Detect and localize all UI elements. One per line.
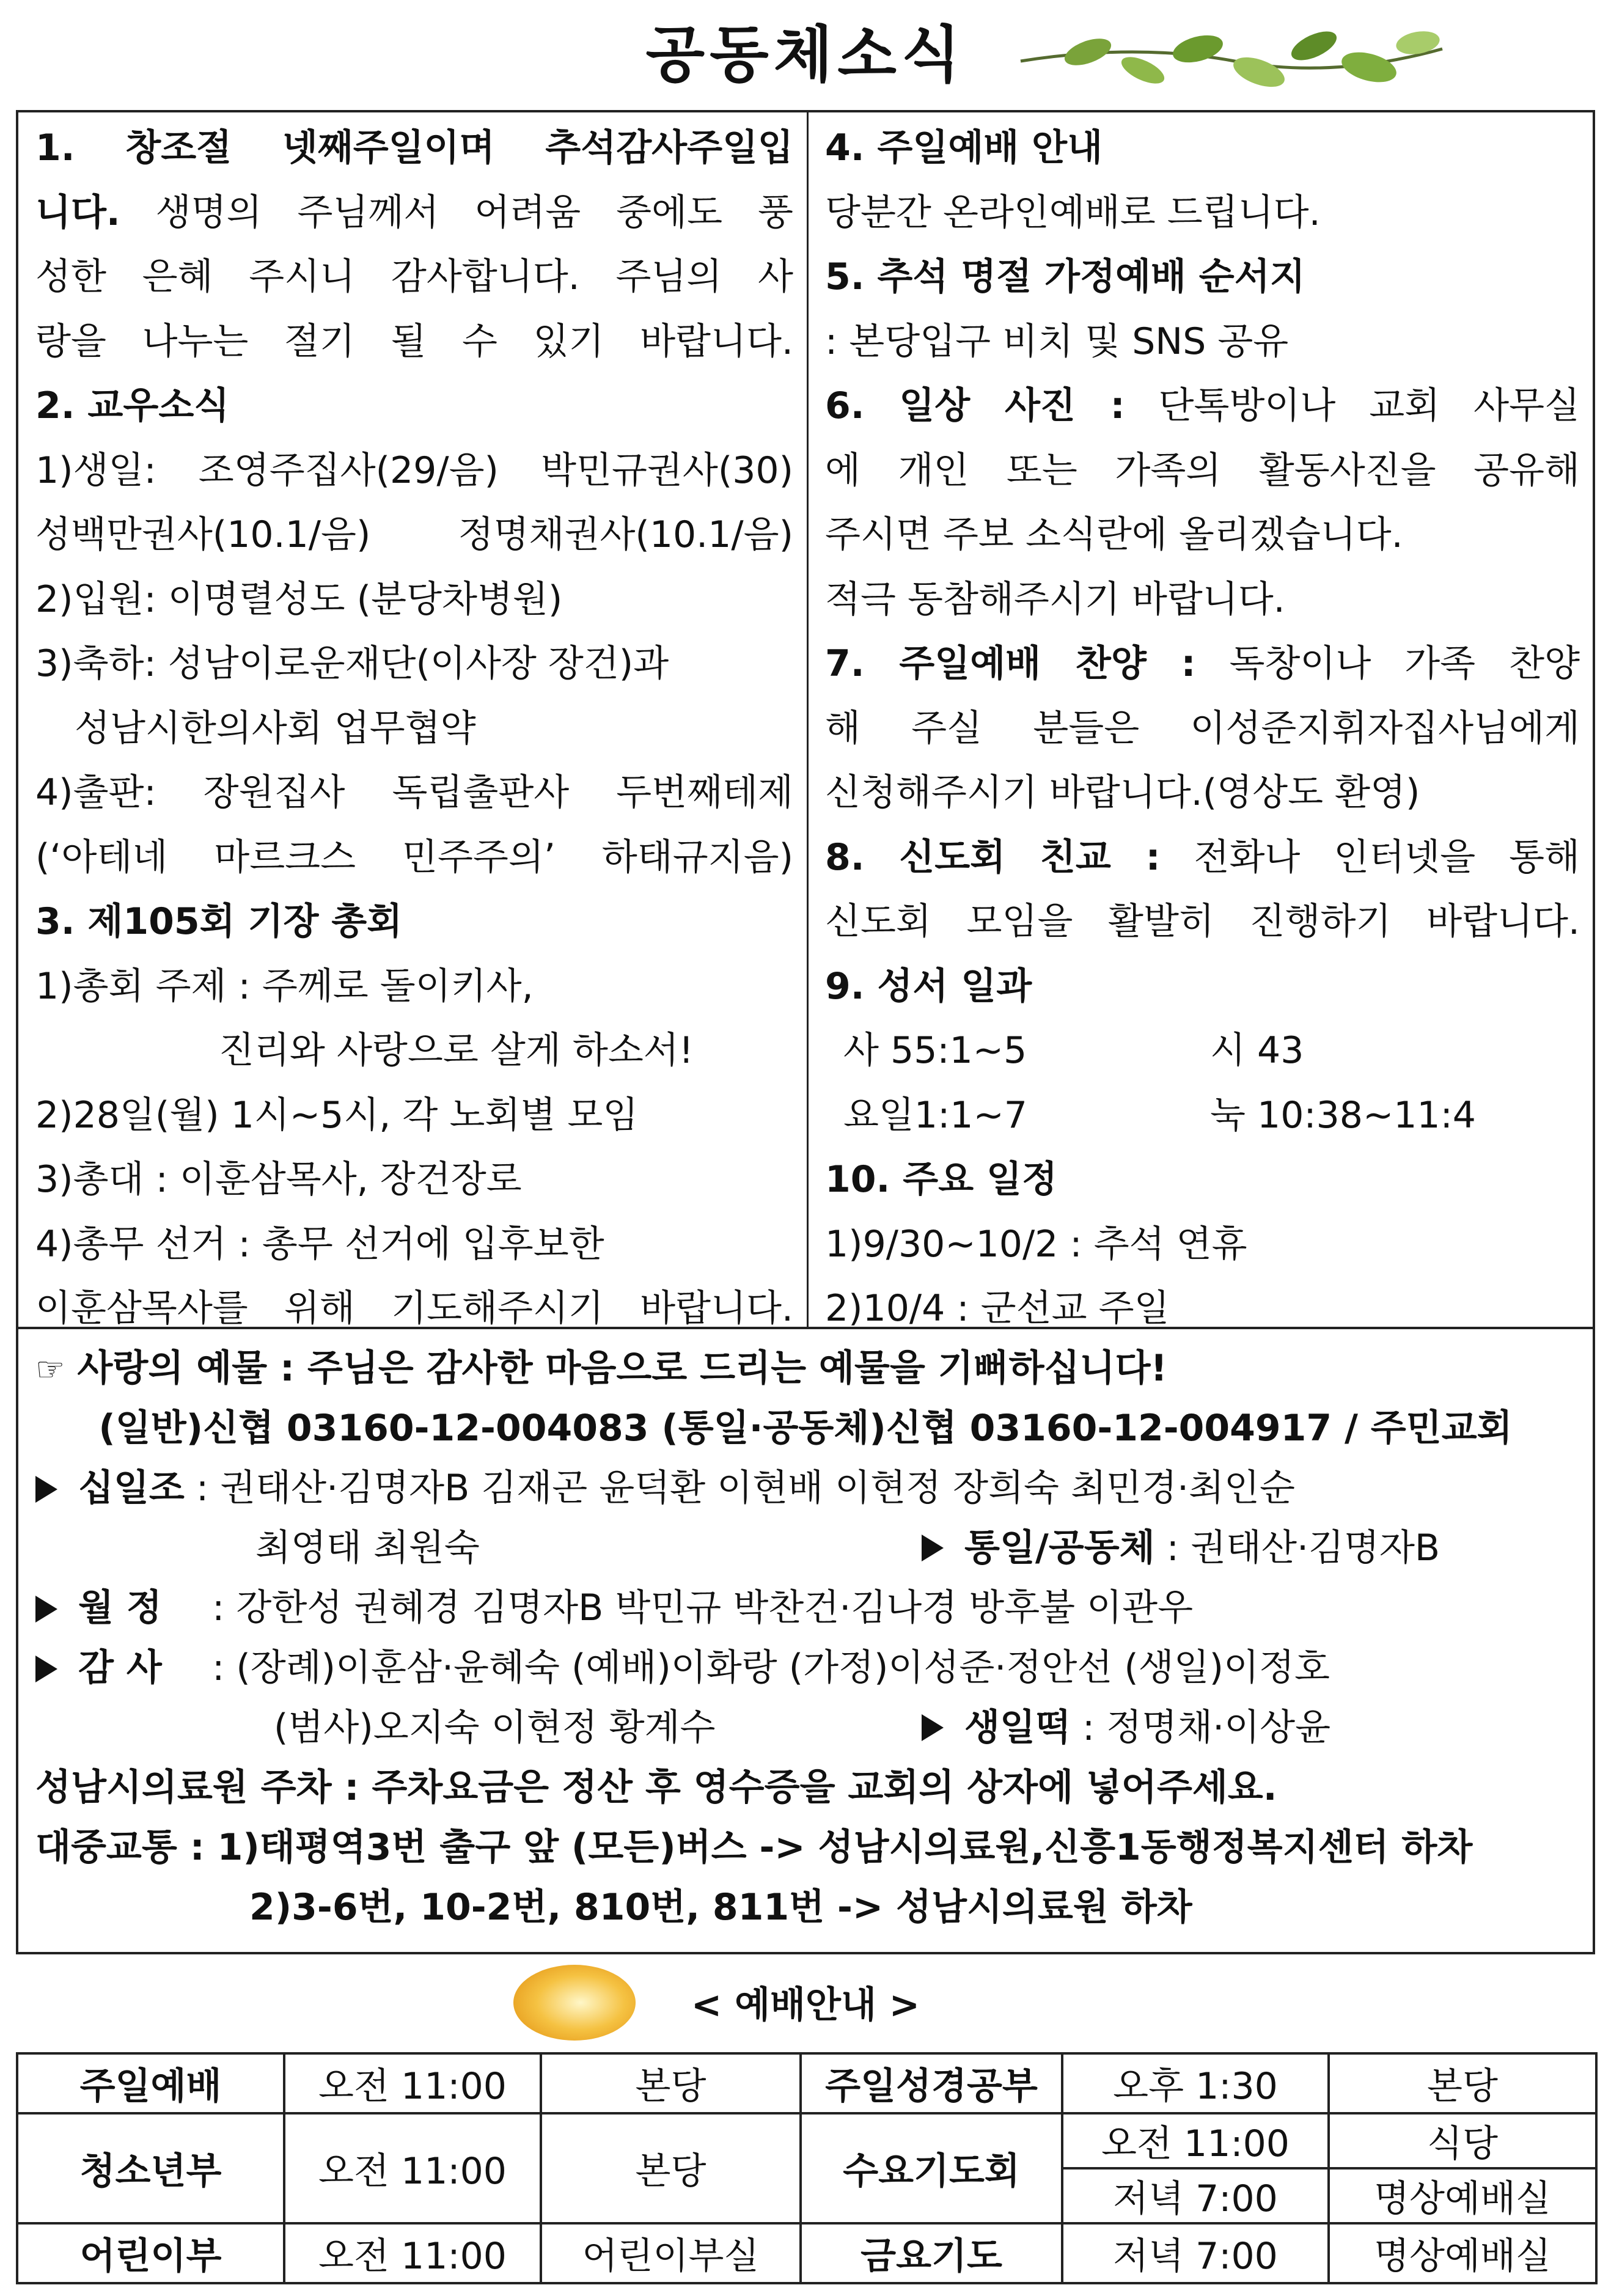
monthly-row: 월 정 : 강한성 권혜경 김명자B 박민규 박찬건·김나경 방후불 이관우 (35, 1578, 1576, 1638)
news-7-line: 신청해주시기 바랍니다.(영상도 환영) (825, 771, 1420, 814)
news-2-line: 4)출판: 장원집사 독립출판사 두번째테제 (35, 771, 793, 814)
service-place: 본당 (541, 2053, 801, 2113)
news-2-line: 성남시한의사회 업무협약 (75, 706, 476, 750)
service-name: 주일예배 (17, 2053, 284, 2113)
transit-notice: 대중교통 : 1)태평역3번 출구 앞 (모든)버스 -> 성남시의료원,신흥1동행정복지센터 하차 (35, 1826, 1473, 1869)
table-row (17, 2113, 1596, 2168)
news-8-heading: 8. 신도회 친교 : 전화나 인터넷을 통해 (825, 835, 1580, 879)
service-name: 수요기도회 (801, 2113, 1062, 2223)
service-time: 오후 1:30 (1062, 2053, 1329, 2113)
news-1-heading: 1. 창조절 넷째주일이며 추석감사주일입 (35, 127, 793, 169)
service-place: 어린이부실 (541, 2223, 801, 2283)
page-title: 공동체소식 (645, 19, 966, 90)
news-2-line: 성백만권사(10.1/음) 정명채권사(10.1/음) (35, 513, 793, 556)
tithe-row: 십일조 : 권태산·김명자B 김재곤 윤덕환 이현배 이현정 장희숙 최민경·최인순 (35, 1458, 1576, 1518)
right-column (825, 116, 1580, 1341)
news-4-line: 당분간 온라인예배로 드립니다. (825, 191, 1321, 234)
news-2-line: 2)입원: 이명렬성도 (분당차병원) (35, 578, 563, 621)
news-3-line: 4)총무 선거 : 총무 선거에 입후보한 (35, 1222, 604, 1266)
news-3-line: 1)총회 주제 : 주께로 돌이키사, (35, 964, 534, 1008)
left-column (35, 116, 793, 1341)
service-time: 저녁 7:00 (1062, 2223, 1329, 2283)
news-6-line: 주시면 주보 소식란에 올리겠습니다. (825, 513, 1403, 556)
service-time: 오전 11:00 (284, 2053, 541, 2113)
leaf-vine-decoration (1015, 18, 1455, 98)
service-place: 식당 (1329, 2113, 1596, 2168)
news-6-heading: 6. 일상 사진 : 단톡방이나 교회 사무실 (825, 384, 1580, 427)
service-name: 금요기도 (801, 2223, 1062, 2283)
news-1-line: 성한 은혜 주시니 감사합니다. 주님의 사 (35, 255, 793, 298)
table-row (17, 2053, 1596, 2113)
service-place: 본당 (541, 2113, 801, 2223)
bible-reading-row: 요일1:1~7 눅 10:38~11:4 (843, 1093, 1476, 1137)
pointing-hand-icon: ☞ (35, 1350, 65, 1388)
news-5-heading: 5. 추석 명절 가정예배 순서지 (825, 255, 1305, 298)
offering-heading: ☞ 사랑의 예물 : 주님은 감사한 마음으로 드리는 예물을 기뻐하십니다! (35, 1338, 1576, 1398)
triangle-bullet-icon (35, 1596, 57, 1623)
news-1-line: 니다. 생명의 주님께서 어려움 중에도 풍 (35, 191, 793, 234)
service-name: 청소년부 (17, 2113, 284, 2223)
parking-notice: 성남시의료원 주차 : 주차요금은 정산 후 영수증을 교회의 상자에 넣어주세요. (35, 1766, 1277, 1809)
service-place: 명상예배실 (1329, 2223, 1596, 2283)
news-1-line: 랑을 나누는 절기 될 수 있기 바랍니다. (35, 320, 793, 363)
news-3-line: 2)28일(월) 1시~5시, 각 노회별 모임 (35, 1093, 639, 1137)
news-8-line: 신도회 모임을 활발히 진행하기 바랍니다. (825, 900, 1580, 943)
service-time: 오전 11:00 (1062, 2113, 1329, 2168)
news-7-heading: 7. 주일예배 찬양 : 독창이나 가족 찬양 (825, 642, 1580, 685)
triangle-bullet-icon (35, 1656, 57, 1682)
news-10-line: 2)10/4 : 군선교 주일 (825, 1287, 1170, 1330)
news-2-line: (‘아테네 마르크스 민주주의’ 하태규지음) (35, 835, 793, 879)
news-5-line: : 본당입구 비치 및 SNS 공유 (825, 320, 1289, 363)
news-3-line: 진리와 사랑으로 살게 하소서! (219, 1029, 694, 1072)
triangle-bullet-icon (922, 1535, 944, 1561)
offering-accounts: (일반)신협 03160-12-004083 (통일·공동체)신협 03160-12-004917 / 주민교회 (98, 1407, 1513, 1450)
news-2-heading: 2. 교우소식 (35, 384, 230, 427)
bible-reading-row: 사 55:1~5 시 43 (843, 1029, 1304, 1072)
news-6-line: 적극 동참해주시기 바랍니다. (825, 578, 1285, 621)
service-time: 저녁 7:00 (1062, 2168, 1329, 2223)
thanks-row: 감 사 : (장례)이훈삼·윤혜숙 (예배)이화랑 (가정)이성준·정안선 (생일)이정호 (35, 1638, 1576, 1698)
service-schedule-table (16, 2052, 1598, 2284)
news-2-line: 3)축하: 성남이로운재단(이사장 장건)과 (35, 642, 669, 685)
news-2-line: 1)생일: 조영주집사(29/음) 박민규권사(30) (35, 449, 793, 492)
news-3-line: 3)총대 : 이훈삼목사, 장건장로 (35, 1158, 522, 1201)
news-9-heading: 9. 성서 일과 (825, 964, 1032, 1008)
table-row (17, 2223, 1596, 2283)
service-name: 주일성경공부 (801, 2053, 1062, 2113)
triangle-bullet-icon (35, 1476, 57, 1503)
news-10-line: 1)9/30~10/2 : 추석 연휴 (825, 1222, 1247, 1266)
service-place: 명상예배실 (1329, 2168, 1596, 2223)
news-10-heading: 10. 주요 일정 (825, 1158, 1057, 1201)
column-divider (807, 110, 809, 1329)
news-7-line: 해 주실 분들은 이성준지휘자집사님에게 (825, 706, 1580, 750)
news-4-heading: 4. 주일예배 안내 (825, 127, 1103, 169)
service-time: 오전 11:00 (284, 2113, 541, 2223)
service-time: 오전 11:00 (284, 2223, 541, 2283)
news-3-line: 이훈삼목사를 위해 기도해주시기 바랍니다. (35, 1287, 793, 1330)
triangle-bullet-icon (922, 1714, 944, 1741)
services-title: < 예배안내 > (691, 1984, 920, 2026)
news-3-heading: 3. 제105회 기장 총회 (35, 900, 403, 943)
news-6-line: 에 개인 또는 가족의 활동사진을 공유해 (825, 449, 1580, 492)
tithe-row-2: 최영태 최원숙 통일/공동체 : 권태산·김명자B (255, 1527, 1440, 1569)
service-name: 어린이부 (17, 2223, 284, 2283)
offering-section (35, 1338, 1576, 1937)
thanks-row-2: (범사)오지숙 이현정 황계수 생일떡 : 정명채·이상윤 (274, 1706, 1331, 1749)
service-place: 본당 (1329, 2053, 1596, 2113)
transit-notice-2: 2)3-6번, 10-2번, 810번, 811번 -> 성남시의료원 하차 (249, 1886, 1192, 1929)
